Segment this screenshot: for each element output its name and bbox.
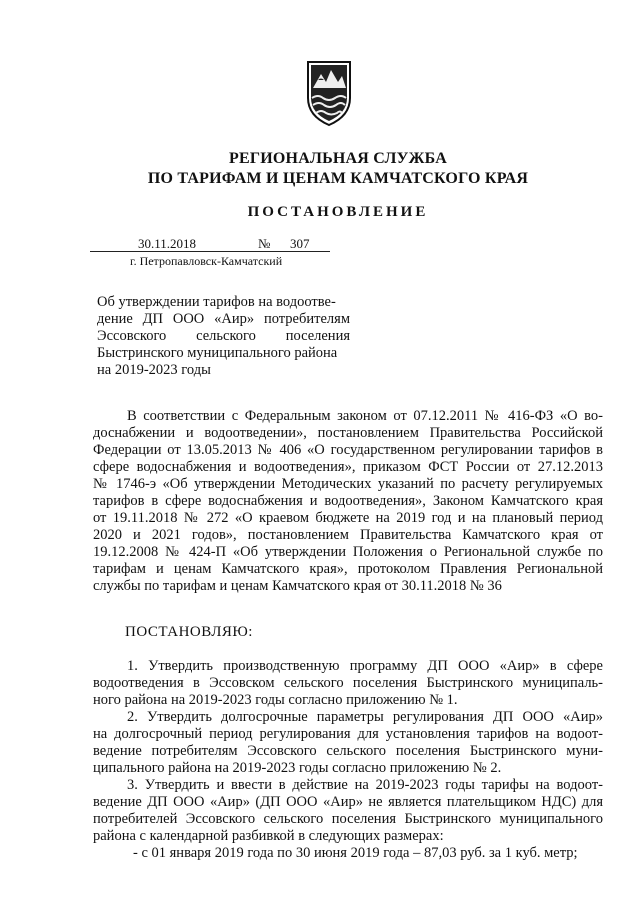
decree-items (93, 658, 603, 862)
item-line: водоотведения в Эссовском сельского поселения Быстринского муниципаль- (93, 675, 603, 691)
item-line: на долгосрочный период регулирования для установления тарифов на водоот- (93, 726, 603, 742)
item-line: 3. Утвердить и ввести в действие на 2019-2023 годы тарифы на водоот- (127, 777, 603, 793)
org-name-line1: РЕГИОНАЛЬНАЯ СЛУЖБА (229, 150, 447, 167)
item-line: ведение ДП ООО «Аир» (ДП ООО «Аир» не является плательщиком НДС) для (93, 794, 603, 810)
preamble-line: сфере водоснабжения и водоотведения», приказом ФСТ России от 27.12.2013 (93, 459, 603, 475)
preamble-line: № 1746-э «Об утверждении Методических указаний по расчету регулируемых (93, 476, 603, 492)
number-label: № (258, 236, 271, 251)
issue-place: г. Петропавловск-Камчатский (130, 254, 283, 268)
org-name-line2: ПО ТАРИФАМ И ЦЕНАМ КАМЧАТСКОГО КРАЯ (147, 170, 529, 187)
document-date: 30.11.2018 (138, 236, 197, 251)
document-type-title: ПОСТАНОВЛЕНИЕ (247, 204, 429, 220)
subject-line: Быстринского муниципального района (97, 345, 338, 361)
item-line: ципального района на 2019-2023 годы согласно приложению № 2. (93, 760, 502, 776)
subject-line: Эссовского сельского поселения (97, 328, 350, 344)
preamble-line: службы по тарифам и ценам Камчатского края от 30.11.2018 № 36 (93, 578, 502, 594)
subject-line: дение ДП ООО «Аир» потребителям (97, 311, 350, 327)
subject-block (97, 294, 350, 379)
preamble-line: от 19.11.2018 № 272 «О краевом бюджете на 2019 год и на плановый период (93, 510, 603, 526)
item-line: ведение потребителям Эссовского сельского поселения Быстринского муни- (93, 743, 603, 759)
document-number: 307 (290, 236, 310, 251)
date-number-line (90, 236, 330, 254)
tariff-bullet-line: - с 01 января 2019 года по 30 июня 2019 года – 87,03 руб. за 1 куб. метр; (133, 845, 578, 861)
subject-line: на 2019-2023 годы (97, 362, 211, 378)
preamble-line: 19.12.2008 № 424-П «Об утверждении Положения о Региональной службе по (93, 544, 603, 560)
item-line: 2. Утвердить долгосрочные параметры регулирования ДП ООО «Аир» (127, 709, 603, 725)
preamble-paragraph (93, 408, 603, 595)
preamble-line: 2020 и 2021 годов», постановлением Правительства Камчатского края от (93, 527, 603, 543)
item-line: потребителей Эссовского сельского поселения Быстринского муниципального (93, 811, 603, 827)
preamble-line: тарифов в сфере водоснабжения и водоотведения», Законом Камчатского края (93, 493, 603, 509)
preamble-line: тарифам и ценам Камчатского края», протоколом Правления Региональной (93, 561, 603, 577)
kamchatka-coat-of-arms-icon (304, 58, 354, 128)
item-line: района с календарной разбивкой в следующих размерах: (93, 828, 444, 844)
subject-line: Об утверждении тарифов на водоотве- (97, 294, 336, 310)
item-line: 1. Утвердить производственную программу ДП ООО «Аир» в сфере (127, 658, 603, 674)
date-underline (90, 251, 330, 252)
decree-heading: ПОСТАНОВЛЯЮ: (125, 624, 253, 640)
preamble-line: В соответствии с Федеральным законом от 07.12.2011 № 416-ФЗ «О во- (127, 408, 603, 424)
preamble-line: Федерации от 13.05.2013 № 406 «О государственном регулировании тарифов в (93, 442, 603, 458)
item-line: ного района на 2019-2023 годы согласно приложению № 1. (93, 692, 458, 708)
preamble-line: доснабжении и водоотведении», постановлением Правительства Российской (93, 425, 603, 441)
